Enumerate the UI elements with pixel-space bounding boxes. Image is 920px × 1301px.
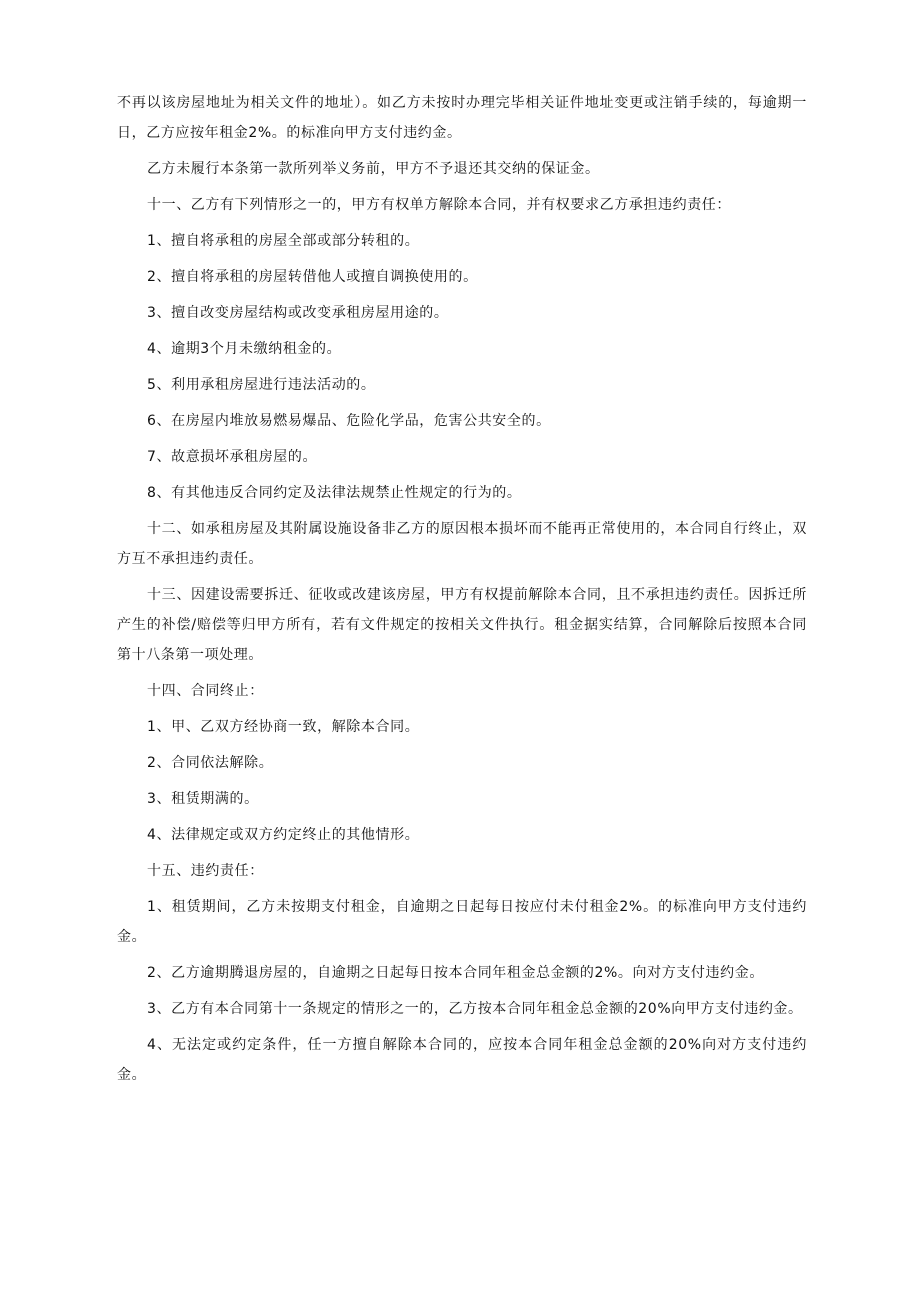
- clause-14-item-2: 2、合同依法解除。: [147, 755, 274, 771]
- clause-11-item-8: 8、有其他违反合同约定及法律法规禁止性规定的行为的。: [147, 485, 522, 501]
- clause-11-item-4: 4、逾期3个月未缴纳租金的。: [147, 341, 342, 357]
- clause-14-item-4: 4、法律规定或双方约定终止的其他情形。: [147, 827, 420, 843]
- clause-11-item-5: 5、利用承租房屋进行违法活动的。: [147, 377, 376, 393]
- clause-15-item-2: 2、乙方逾期腾退房屋的，自逾期之日起每日按本合同年租金总金额的2%。向对方支付违约金。: [147, 965, 764, 981]
- clause-12: 十二、如承租房屋及其附属设施设备非乙方的原因根本损坏而不能再正常使用的，本合同自行终止，双方互不承担违约责任。: [117, 521, 807, 567]
- clause-14-item-3: 3、租赁期满的。: [147, 791, 259, 807]
- clause-11-item-6: 6、在房屋内堆放易燃易爆品、危险化学品，危害公共安全的。: [147, 413, 551, 429]
- clause-15-item-4: 4、无法定或约定条件，任一方擅自解除本合同的，应按本合同年租金总金额的20%向对方支付违约金。: [117, 1037, 807, 1083]
- clause-14-heading: 十四、合同终止：: [147, 683, 264, 699]
- clause-15-item-1: 1、租赁期间，乙方未按期支付租金，自逾期之日起每日按应付未付租金2%。的标准向甲方支付违约金。: [117, 899, 807, 945]
- document-body: [117, 88, 807, 1096]
- clause-11-item-3: 3、擅自改变房屋结构或改变承租房屋用途的。: [147, 305, 449, 321]
- clause-11-item-1: 1、擅自将承租的房屋全部或部分转租的。: [147, 233, 420, 249]
- clause-13: 十三、因建设需要拆迁、征收或改建该房屋，甲方有权提前解除本合同，且不承担违约责任。因拆迁所产生的补偿/赔偿等归甲方所有，若有文件规定的按相关文件执行。租金据实结算，合同解除后按照本合同第十八条第一项处理。: [117, 587, 807, 663]
- paragraph-deposit: 乙方未履行本条第一款所列举义务前，甲方不予退还其交纳的保证金。: [147, 161, 600, 177]
- paragraph-continuation: 不再以该房屋地址为相关文件的地址）。如乙方未按时办理完毕相关证件地址变更或注销手续的，每逾期一日，乙方应按年租金2%。的标准向甲方支付违约金。: [117, 95, 807, 141]
- clause-15-heading: 十五、违约责任：: [147, 863, 264, 879]
- clause-11-item-2: 2、擅自将承租的房屋转借他人或擅自调换使用的。: [147, 269, 478, 285]
- clause-11-item-7: 7、故意损坏承租房屋的。: [147, 449, 318, 465]
- clause-15-item-3: 3、乙方有本合同第十一条规定的情形之一的，乙方按本合同年租金总金额的20%向甲方支付违约金。: [147, 1001, 803, 1017]
- clause-14-item-1: 1、甲、乙双方经协商一致，解除本合同。: [147, 719, 420, 735]
- clause-11-heading: 十一、乙方有下列情形之一的，甲方有权单方解除本合同，并有权要求乙方承担违约责任：: [147, 197, 731, 213]
